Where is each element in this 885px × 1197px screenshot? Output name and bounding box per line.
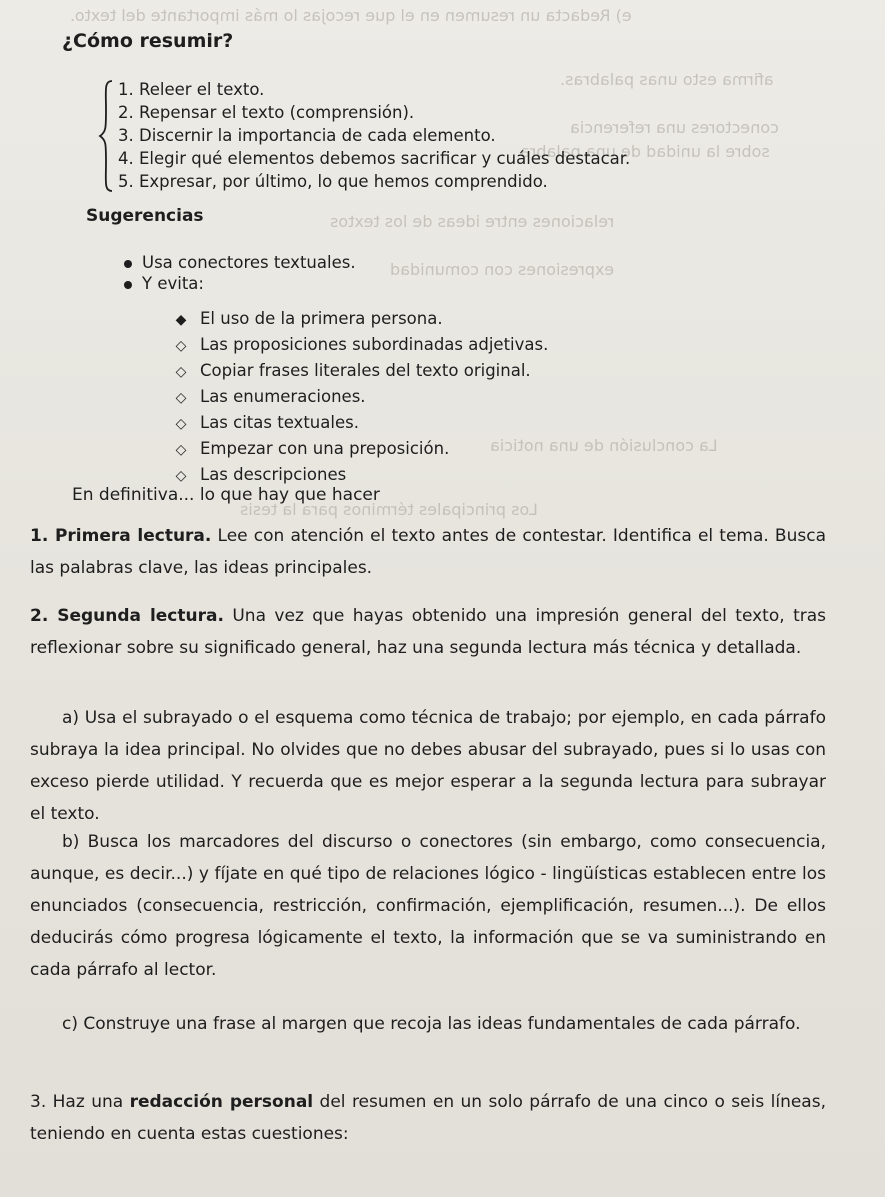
avoid-list xyxy=(172,306,548,488)
step-item: 4. Elegir qué elementos debemos sacrificar y cuáles destacar. xyxy=(118,149,631,168)
bleed-through-text: Los principales términos para la tesis xyxy=(240,500,538,519)
paragraph-first-reading xyxy=(30,520,826,584)
summary-lead: En definitiva... lo que hay que hacer xyxy=(72,485,380,505)
diamond-icon: ◇ xyxy=(175,390,187,406)
step-item: 3. Discernir la importancia de cada elemento. xyxy=(118,126,496,145)
step-item: 2. Repensar el texto (comprensión). xyxy=(118,103,415,122)
bullet-item xyxy=(124,253,356,272)
paragraph-item-a: a) Usa el subrayado o el esquema como técnica de trabajo; por ejemplo, en cada párrafo subraya la idea principal. No olvides que no debes abusar del subrayado, pues si lo usas con exceso pierde utilidad. Y recuerda que es mejor esperar a la segunda lectura para subrayar el texto. xyxy=(30,708,826,824)
bullet-text: Y evita: xyxy=(142,274,204,293)
bleed-through-text: expresiones con comunidad xyxy=(390,260,615,279)
third-prefix: 3. Haz una xyxy=(30,1092,130,1112)
avoid-item: ◇ Las citas textuales. xyxy=(172,410,548,436)
step-item: 5. Expresar, por último, lo que hemos comprendido. xyxy=(118,172,548,191)
bleed-through-text: La conclusión de una noticia xyxy=(490,436,718,455)
paragraph-second-reading xyxy=(30,600,826,664)
diamond-icon: ◇ xyxy=(175,338,187,354)
step-item: 1. Releer el texto. xyxy=(118,80,265,99)
avoid-item: ◆ El uso de la primera persona. xyxy=(172,306,548,332)
bleed-through-text: conectores una referencia xyxy=(570,118,779,137)
avoid-item: ◇ Las enumeraciones. xyxy=(172,384,548,410)
diamond-icon: ◇ xyxy=(175,442,187,458)
avoid-item: ◇ Las proposiciones subordinadas adjetivas. xyxy=(172,332,548,358)
section-heading: ¿Cómo resumir? xyxy=(62,30,234,52)
avoid-item: ◇ Las descripciones xyxy=(172,462,548,488)
bullet-icon xyxy=(124,281,132,289)
paragraph-third xyxy=(30,1086,826,1150)
steps-list xyxy=(118,78,630,193)
bullet-icon xyxy=(124,260,132,268)
suggestions-heading: Sugerencias xyxy=(86,206,204,226)
paragraph-item-b: b) Busca los marcadores del discurso o conectores (sin embargo, como consecuencia, aunque, es decir...) y fíjate en qué tipo de relaciones lógico - lingüísticas establecen entre los enunciados (consecuencia, restricción, confirmación, ejemplificación, resumen...). De ellos deducirás cómo progresa lógicamente el texto, la información que se va suministrando en cada párrafo al lector. xyxy=(30,832,826,980)
brace-icon xyxy=(98,80,114,192)
bullet-item xyxy=(124,274,204,293)
third-suffix: del resumen en un solo párrafo de una cinco o seis líneas, teniendo en cuenta estas cuestiones: xyxy=(30,1092,826,1144)
bleed-through-text: e) Redacta un resumen en el que recojas lo más importante del texto. xyxy=(70,6,632,25)
bleed-through-text: afirma esto unas palabras. xyxy=(560,70,774,89)
diamond-filled-icon: ◆ xyxy=(175,312,187,328)
diamond-icon: ◇ xyxy=(175,416,187,432)
diamond-icon: ◇ xyxy=(175,364,187,380)
bleed-through-text: sobre la unidad de una palabra xyxy=(520,142,770,161)
third-bold: redacción personal xyxy=(129,1092,314,1112)
avoid-item: ◇ Copiar frases literales del texto original. xyxy=(172,358,548,384)
second-reading-text: Una vez que hayas obtenido una impresión general del texto, tras reflexionar sobre su significado general, haz una segunda lectura más técnica y detallada. xyxy=(30,606,826,658)
diamond-icon: ◇ xyxy=(175,468,187,484)
first-reading-text: Lee con atención el texto antes de contestar. Identifica el tema. Busca las palabras clave, las ideas principales. xyxy=(30,526,826,578)
paragraph-item-c: c) Construye una frase al margen que recoja las ideas fundamentales de cada párrafo. xyxy=(62,1014,801,1034)
bleed-through-text: relaciones entre ideas de los textos xyxy=(330,212,615,231)
first-reading-label: 1. Primera lectura. xyxy=(30,526,212,546)
second-reading-label: 2. Segunda lectura. xyxy=(30,606,224,626)
bullet-text: Usa conectores textuales. xyxy=(142,253,356,272)
avoid-item: ◇ Empezar con una preposición. xyxy=(172,436,548,462)
